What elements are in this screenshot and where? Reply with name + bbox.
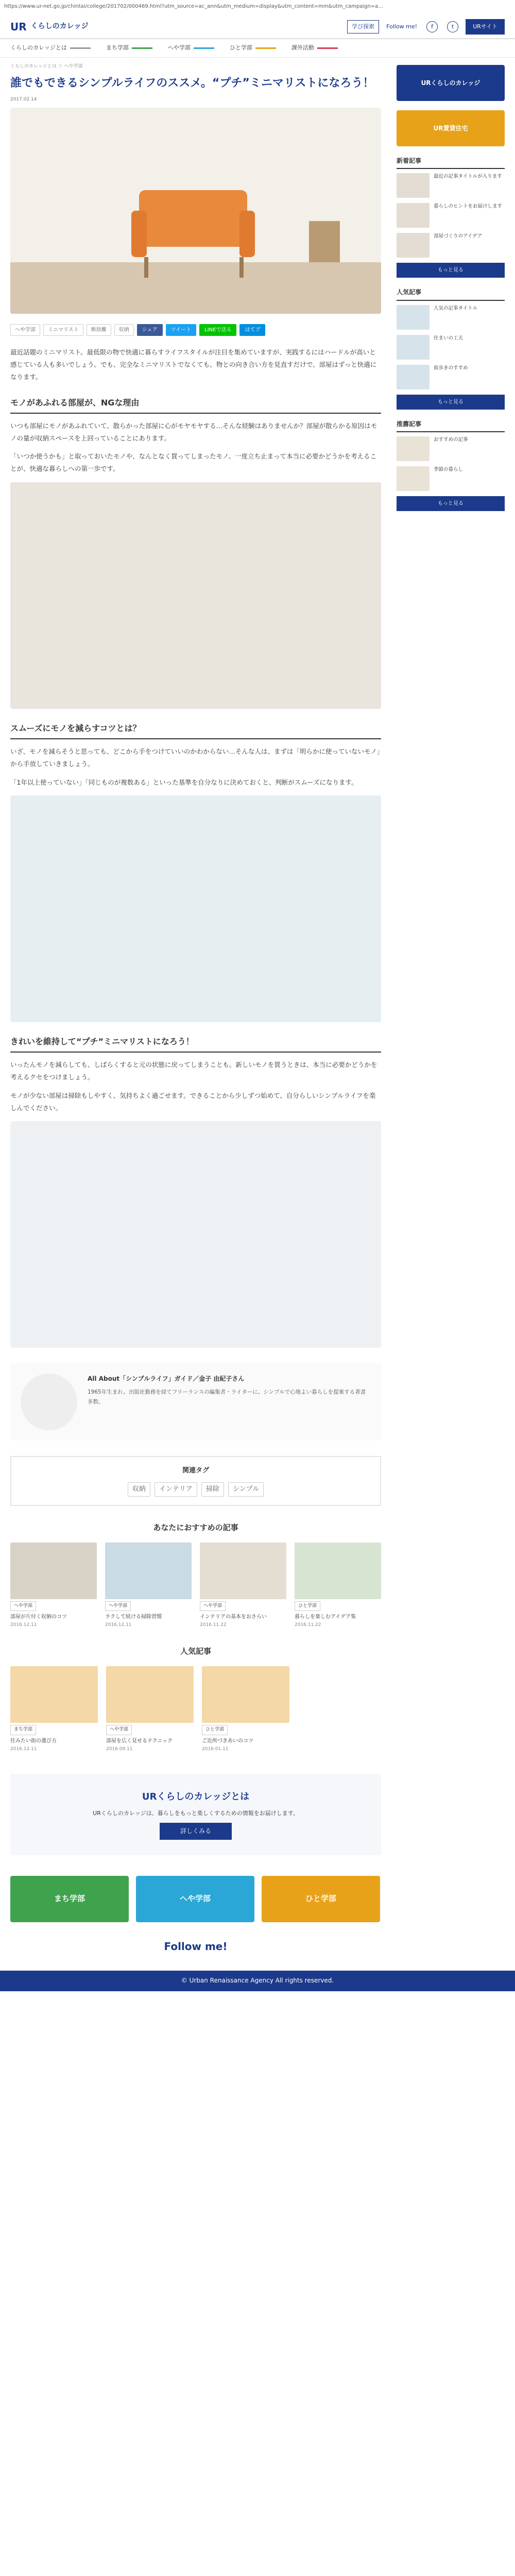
article-main [10, 58, 381, 1971]
related-tags-heading: 関連タグ [182, 1467, 209, 1475]
footer: © Urban Renaissance Agency All rights reserved. [0, 1971, 515, 1991]
about-button[interactable]: 詳しくみる [160, 1823, 232, 1839]
author-avatar [21, 1374, 77, 1430]
related-tag[interactable]: シンプル [228, 1482, 264, 1497]
tag-pill[interactable]: 断捨離 [87, 324, 111, 336]
nav-item[interactable] [10, 43, 91, 53]
about-title: URくらしのカレッジとは [142, 1791, 250, 1802]
card-title: ラクして続ける掃除習慣 [105, 1614, 162, 1620]
logo-text: くらしのカレッジ [30, 22, 89, 31]
paragraph: 「いつか使うかも」と取っておいたモノや、なんとなく買ってしまったモノ。一度立ち止まって本当に必要かどうかを考えることが、快適な暮らしへの第一歩です。 [10, 452, 377, 473]
card-title: ご近所づきあいのコツ [202, 1738, 253, 1744]
nav-item[interactable] [106, 43, 152, 53]
popular-heading: 人気記事 [180, 1646, 211, 1656]
card-date: 2016.12.11 [10, 1622, 37, 1628]
popular-cards [10, 1666, 381, 1753]
paragraph: いつも部屋にモノがあふれていて、散らかった部屋に心がモヤモヤする…そんな経験はありませんか？部屋が散らかる原因はモノの量が収納スペースを上回っていることにあります。 [10, 421, 377, 442]
sidebar-item[interactable] [397, 436, 505, 461]
sidebar-heading: 人気記事 [397, 287, 505, 300]
sidebar-thumb [397, 203, 430, 228]
breadcrumb: くらしのカレッジとは ＞ へや学部 [10, 64, 83, 69]
related-tag[interactable]: 収納 [128, 1482, 150, 1497]
card-image [200, 1543, 286, 1599]
article-card[interactable] [10, 1543, 97, 1630]
about-banner [10, 1774, 381, 1855]
sidebar-more-button[interactable]: もっと見る [397, 263, 505, 278]
article-card[interactable] [105, 1543, 192, 1630]
sidebar-thumb [397, 233, 430, 258]
sidebar-thumb [397, 365, 430, 389]
section-heading: モノがあふれる部屋が、NGな理由 [10, 396, 381, 414]
nav-item[interactable] [291, 43, 338, 53]
sidebar [397, 58, 505, 1971]
card-date: 2016.11.22 [200, 1622, 227, 1628]
twitter-icon[interactable]: t [447, 21, 458, 32]
hero-image [10, 108, 381, 314]
nav-item-label: まち学部 [106, 44, 129, 52]
site-logo[interactable] [10, 18, 89, 36]
article-card[interactable] [295, 1543, 381, 1630]
sidebar-thumb [397, 305, 430, 330]
card-date: 2016.09.11 [106, 1746, 133, 1752]
card-date: 2016.01.11 [202, 1746, 229, 1752]
facebook-icon[interactable]: f [426, 21, 438, 32]
sidebar-item-title: 部屋づくりのアイデア [434, 233, 483, 240]
sidebar-item-title: 季節の暮らし [434, 467, 464, 473]
main-nav [0, 39, 515, 58]
section-image [10, 482, 381, 709]
side-banner-college[interactable]: URくらしのカレッジ [397, 65, 505, 101]
article-title: 誰でもできるシンプルライフのススメ。“プチ”ミニマリストになろう！ [10, 77, 374, 90]
sidebar-thumb [397, 173, 430, 198]
share-button[interactable]: はてブ [239, 324, 265, 336]
sidebar-item-title: 最近の記事タイトルが入ります [434, 174, 502, 180]
card-image [202, 1666, 289, 1723]
paragraph: モノが少ない部屋は掃除もしやすく、気持ちよく過ごせます。できることから少しずつ始めて、自分らしいシンプルライフを楽しんでください。 [10, 1091, 376, 1112]
article-card[interactable] [202, 1666, 289, 1753]
article-body [10, 346, 381, 1348]
sidebar-more-button[interactable]: もっと見る [397, 496, 505, 511]
nav-color-bar [255, 47, 276, 49]
sidebar-heading: 新着記事 [397, 156, 505, 169]
sidebar-item[interactable] [397, 305, 505, 330]
sidebar-item-title: 住まいの工夫 [434, 335, 464, 341]
related-tag[interactable]: インテリア [154, 1482, 197, 1497]
share-button[interactable]: LINEで送る [199, 324, 236, 336]
nav-item-label: ひと学部 [229, 44, 252, 52]
nav-color-bar [70, 47, 91, 49]
sidebar-thumb [397, 466, 430, 491]
sidebar-item[interactable] [397, 203, 505, 228]
nav-item[interactable] [230, 43, 276, 53]
nav-color-bar [132, 47, 152, 49]
about-desc: URくらしのカレッジは、暮らしをもっと楽しくするための情報をお届けします。 [93, 1810, 299, 1817]
nav-item-label: 課外活動 [291, 44, 314, 52]
logo-mark: UR [10, 21, 27, 33]
sidebar-item[interactable] [397, 365, 505, 389]
author-box [10, 1363, 381, 1440]
sidebar-item[interactable] [397, 233, 505, 258]
author-name: All About「シンプルライフ」ガイド／金子 由紀子さん [88, 1375, 245, 1383]
sidebar-item-title: おすすめの記事 [434, 437, 468, 443]
share-button[interactable]: ツイート [166, 324, 197, 336]
sidebar-heading: 推薦記事 [397, 419, 505, 432]
nav-item-label: へや学部 [167, 44, 191, 52]
paragraph: いざ、モノを減らそうと思っても、どこから手をつけていいのかわからない…そんな人は、まずは「明らかに使っていないモノ」から手放していきましょう。 [10, 748, 381, 768]
sidebar-more-button[interactable]: もっと見る [397, 395, 505, 410]
card-image [105, 1543, 192, 1599]
section-image [10, 1121, 381, 1348]
tag-pill[interactable]: へや学部 [10, 324, 40, 336]
card-title: 部屋を広く見せるテクニック [106, 1738, 173, 1744]
card-title: インテリアの基本をおさらい [200, 1614, 267, 1620]
sidebar-item[interactable] [397, 466, 505, 491]
sidebar-item-title: 人気の記事タイトル [434, 305, 478, 311]
paragraph: 最近話題のミニマリスト。最低限の物で快適に暮らすライフスタイルが注目を集めていますが、実践するにはハードルが高いと感じている人も多いでしょう。でも、完全なミニマリストでなくても、物との向き合い方を見直すだけで、部屋はずっと快適になります。 [10, 348, 377, 381]
tag-pill[interactable]: 収納 [114, 324, 134, 336]
card-title: 部屋が片付く収納のコツ [10, 1614, 67, 1620]
sidebar-thumb [397, 335, 430, 360]
sidebar-thumb [397, 436, 430, 461]
side-banner-ur[interactable]: UR賃貸住宅 [397, 110, 505, 146]
sidebar-item[interactable] [397, 173, 505, 198]
card-category: へや学部 [10, 1601, 36, 1611]
faculty-banners [10, 1876, 381, 1922]
site-header [0, 15, 515, 39]
faculty-banner[interactable]: ひと学部 [262, 1876, 380, 1922]
paragraph: いったんモノを減らしても、しばらくすると元の状態に戻ってしまうことも。新しいモノを買うときは、本当に必要かどうかを考えるクセをつけましょう。 [10, 1061, 377, 1081]
tag-search-button[interactable]: 学び探索 [347, 20, 379, 34]
card-image [10, 1666, 98, 1723]
recommended-cards [10, 1543, 381, 1630]
faculty-banner[interactable]: まち学部 [10, 1876, 129, 1922]
card-category: まち学部 [10, 1725, 36, 1735]
url-bar[interactable]: https://www.ur-net.go.jp/chintai/college/201702/000469.html?utm_source=ac_ann&utm_medium=display&utm_content=mm&utm_campaign=a... [0, 0, 515, 15]
sidebar-item-title: 街歩きのすすめ [434, 365, 468, 371]
section-heading: きれいを維持して“プチ”ミニマリストになろう！ [10, 1035, 381, 1053]
share-button[interactable]: シェア [137, 324, 163, 336]
card-title: 住みたい街の選び方 [10, 1738, 57, 1744]
section-heading: スムーズにモノを減らすコツとは？ [10, 721, 381, 739]
card-category: ひと学部 [295, 1601, 320, 1611]
related-tag[interactable]: 掃除 [201, 1482, 224, 1497]
ur-site-button[interactable]: URサイト [466, 19, 505, 35]
card-image [106, 1666, 194, 1723]
card-category: へや学部 [200, 1601, 226, 1611]
article-date: 2017.02.14 [10, 97, 37, 103]
article-card[interactable] [10, 1666, 98, 1753]
follow-label: Follow me! [386, 23, 418, 30]
section-image [10, 795, 381, 1022]
article-card[interactable] [200, 1543, 286, 1630]
faculty-banner[interactable]: へや学部 [136, 1876, 254, 1922]
card-date: 2016.12.11 [10, 1746, 37, 1752]
sidebar-item-title: 暮らしのヒントをお届けします [434, 204, 503, 210]
footer-follow: Follow me! [164, 1940, 228, 1953]
tag-pill[interactable]: ミニマリスト [43, 324, 83, 336]
card-date: 2016.11.22 [295, 1622, 321, 1628]
nav-color-bar [194, 47, 214, 49]
card-category: へや学部 [105, 1601, 131, 1611]
paragraph: 「1年以上使っていない」「同じものが複数ある」といった基準を自分なりに決めておくと、判断がスムーズになります。 [10, 778, 358, 786]
article-card[interactable] [106, 1666, 194, 1753]
nav-item[interactable] [168, 43, 214, 53]
nav-item-label: くらしのカレッジとは [10, 44, 67, 52]
nav-color-bar [317, 47, 338, 49]
tag-share-row [10, 324, 381, 336]
card-category: ひと学部 [202, 1725, 228, 1735]
card-date: 2016.12.11 [105, 1622, 132, 1628]
card-image [10, 1543, 97, 1599]
card-title: 暮らしを楽しむアイデア集 [295, 1614, 356, 1620]
card-image [295, 1543, 381, 1599]
sidebar-item[interactable] [397, 335, 505, 360]
related-tags [10, 1456, 381, 1505]
author-bio: 1965年生まれ。出版社勤務を経てフリーランスの編集者・ライターに。シンプルで心地よい暮らしを提案する著書多数。 [88, 1388, 366, 1405]
recommended-heading: あなたにおすすめの記事 [153, 1522, 238, 1532]
card-category: へや学部 [106, 1725, 132, 1735]
